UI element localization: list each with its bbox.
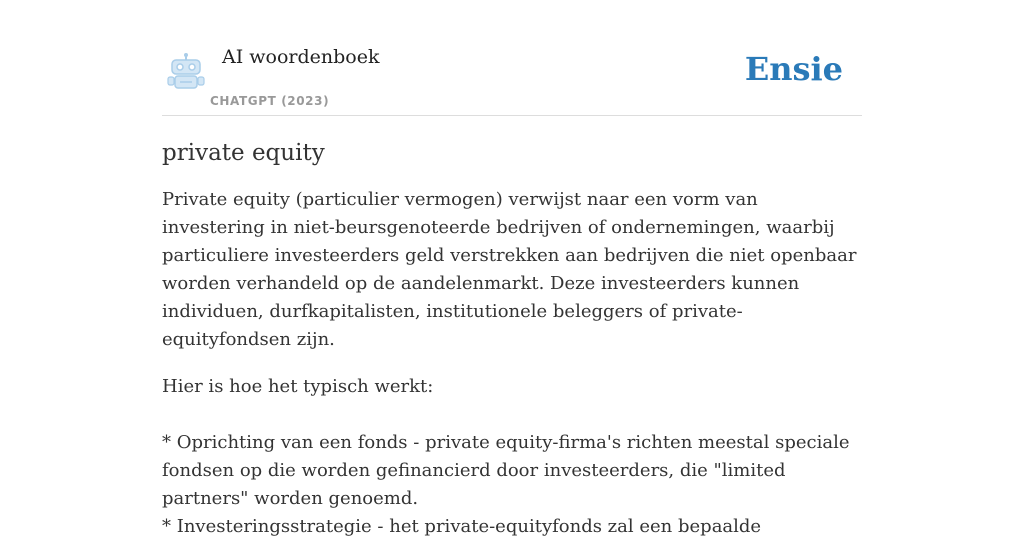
entry-intro: Hier is hoe het typisch werkt: (162, 376, 434, 397)
dictionary-title[interactable]: AI woordenboek (222, 46, 380, 68)
brand-logo[interactable]: Ensie (744, 50, 843, 88)
list-item: * Oprichting van een fonds - private equity-firma's richten meestal speciale fondsen op die worden gefinancierd door investeerders, die "limited partners" worden genoemd. (162, 432, 850, 509)
list-item: * Investeringsstrategie - het private-equityfonds zal een bepaalde (162, 516, 762, 537)
entry-term: private equity (162, 140, 325, 166)
header (162, 40, 862, 116)
entry-steps (162, 429, 862, 541)
dictionary-source: CHATGPT (2023) (210, 94, 330, 108)
entry-content (162, 140, 862, 541)
entry-definition: Private equity (particulier vermogen) verwijst naar een vorm van investering in niet-beursgenoteerde bedrijven of ondernemingen, waarbij particuliere investeerders geld verstrekken aan bedrijven die niet openbaar worden verhandeld op de aandelenmarkt. Deze investeerders kunnen individuen, durfkapitalisten, institutionele beleggers of private-equityfondsen zijn. (162, 189, 857, 350)
robot-icon (166, 52, 206, 92)
